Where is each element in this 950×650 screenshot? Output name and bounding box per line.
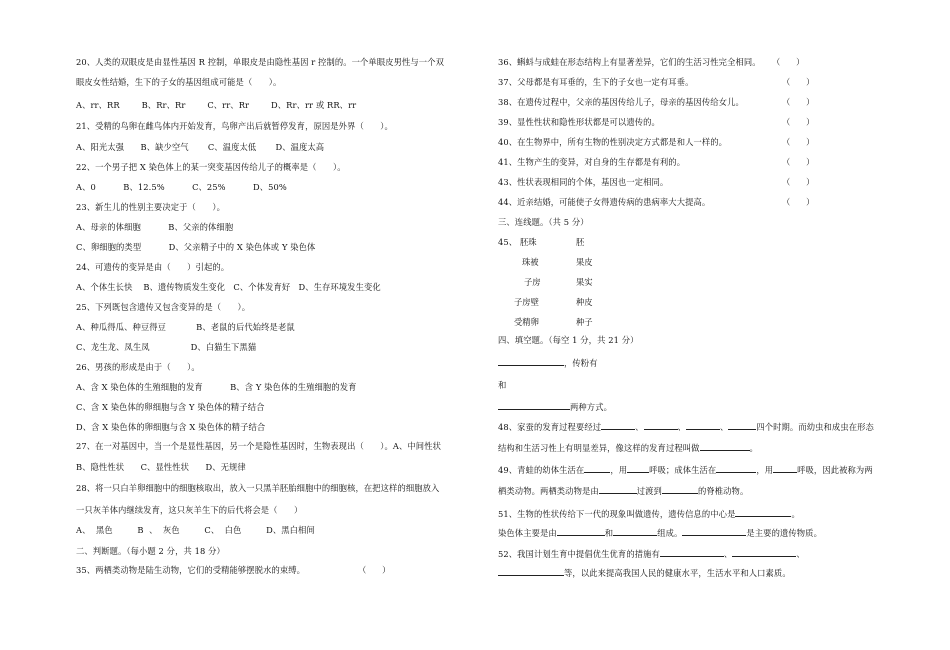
q51-text-d: 和 xyxy=(604,528,614,538)
q52-sep-1: 、 xyxy=(723,549,733,559)
q48-text-e: 四个时期。而幼虫和成虫在形态 xyxy=(756,422,874,432)
q47-blank-2[interactable] xyxy=(498,400,570,410)
q51-blank-1[interactable] xyxy=(735,507,791,517)
q48-blank-3[interactable] xyxy=(686,420,720,430)
q49-text-e: 呼吸，因此被称为两 xyxy=(797,465,873,475)
q48-blank-4[interactable] xyxy=(728,420,756,430)
section-fill-heading: 四、填空题。（每空 1 分，共 21 分） xyxy=(498,335,639,345)
q49-text-a: 49、青蛙的幼体生活在 xyxy=(498,465,585,475)
q22-stem: 22、一个男子把 X 染色体上的某一突变基因传给儿子的概率是（ ）。 xyxy=(76,162,346,172)
q21-stem: 21、受精的鸟卵在雌鸟体内开始发育，鸟卵产出后就暂停发育，原因是外界（ ）。 xyxy=(76,121,393,131)
judgement-statement: 41、生物产生的变异，对自身的生存都是有利的。 xyxy=(498,157,686,167)
q49-text-d: ，用 xyxy=(756,465,774,475)
q23-option-line1: A、母亲的体细胞 B、父亲的体细胞 xyxy=(76,222,234,232)
left-column xyxy=(0,0,444,650)
section-matching-heading: 三、连线题。（共 5 分） xyxy=(498,217,589,227)
q52-text-b: 等，以此来提高我国人民的健康水平，生活水平和人口素质。 xyxy=(564,568,791,578)
q24-options: A、个体生长快 B、遗传物质发生变化 C、个体发育好 D、生存环境发生变化 xyxy=(76,282,381,292)
judgement-statement: 39、显性性状和隐性形状都是可以遗传的。 xyxy=(498,117,660,127)
judgement-answer-paren[interactable]: （ ） xyxy=(782,97,815,107)
section-judgement-heading: 二、判断题。（每小题 2 分，共 18 分） xyxy=(76,546,225,556)
q51-text-a: 51、生物的性状传给下一代的现象叫做遗传，遗传信息的中心是 xyxy=(498,509,736,519)
judgement-statement: 36、蝌蚪与成蛙在形态结构上有显著差异，它们的生活习性完全相同。 xyxy=(498,57,761,67)
q45-number: 45、 xyxy=(498,237,518,247)
q48-blank-2[interactable] xyxy=(644,420,678,430)
q49-text-b: ，用 xyxy=(610,465,628,475)
q26-option-line1: A、含 X 染色体的生殖细胞的发育 B、含 Y 染色体的生殖细胞的发育 xyxy=(76,382,357,392)
q26-option-line2: C、含 X 染色体的卵细胞与含 Y 染色体的精子结合 xyxy=(76,402,265,412)
q49-text-f: 栖类动物。两栖类动物是由 xyxy=(498,486,599,496)
q49-blank-2[interactable] xyxy=(627,463,649,473)
q52-blank-2[interactable] xyxy=(732,547,796,557)
q51-blank-4[interactable] xyxy=(682,526,746,536)
q20-line1: 20、人类的双眼皮是由显性基因 R 控制，单眼皮是由隐性基因 r 控制的。一个单眼皮男性与一个双 xyxy=(76,57,444,67)
judgement-statement: 37、父母都是有耳垂的，生下的子女也一定有耳垂。 xyxy=(498,77,694,87)
right-column xyxy=(480,0,950,650)
q24-stem: 24、可遗传的变异是由（ ）引起的。 xyxy=(76,262,230,272)
q51-blank-2[interactable] xyxy=(557,526,605,536)
q48-line1 xyxy=(498,420,874,433)
judgement-answer-paren[interactable]: （ ） xyxy=(782,197,815,207)
q28-line2: 一只灰羊体内继续发育，这只灰羊生下的后代将会是（ ） xyxy=(76,505,303,515)
judgement-answer-paren[interactable]: （ ） xyxy=(782,117,815,127)
q52-line2 xyxy=(498,566,791,579)
q25-stem: 25、下列既包含遗传又包含变异的是（ ）。 xyxy=(76,302,251,312)
judgement-answer-paren[interactable]: （ ） xyxy=(782,157,815,167)
q52-line1 xyxy=(498,547,805,560)
judgement-answer-paren[interactable]: （ ） xyxy=(782,137,815,147)
q48-sep-1: 、 xyxy=(635,422,644,432)
q48-period: 。 xyxy=(749,443,758,453)
match-right-item[interactable]: 种皮 xyxy=(576,297,593,307)
q47-line3 xyxy=(498,400,612,413)
q49-text-g: 过渡到 xyxy=(636,486,662,496)
q28-options: A、 黑色 B 、 灰色 C、 白色 D、黑白相间 xyxy=(76,525,315,535)
q48-text-a: 48、家蚕的发育过程要经过 xyxy=(498,422,602,432)
match-left-item[interactable]: 子房 xyxy=(524,277,541,287)
q23-stem: 23、新生儿的性别主要决定于（ ）。 xyxy=(76,202,225,212)
match-right-item[interactable]: 种子 xyxy=(576,317,593,327)
judgement-answer-paren[interactable]: （ ） xyxy=(782,77,815,87)
judgement-statement: 44、近亲结婚，可能使子女得遗传病的患病率大大提高。 xyxy=(498,197,711,207)
q25-option-line2: C、龙生龙、凤生凤 D、白猫生下黑猫 xyxy=(76,342,257,352)
judgement-answer-paren[interactable]: （ ） xyxy=(782,177,815,187)
q22-options: A、0 B、12.5% C、25% D、50% xyxy=(76,182,287,192)
q47-line1 xyxy=(498,356,598,369)
q49-blank-3[interactable] xyxy=(716,463,756,473)
q48-sep-2: 、 xyxy=(677,422,686,432)
q21-options: A、阳光太强 B、缺少空气 C、温度太低 D、温度太高 xyxy=(76,142,325,152)
q52-text-a: 52、我国计划生育中提倡优生优育的措施有 xyxy=(498,549,660,559)
judgement-statement: 40、在生物界中，所有生物的性别决定方式都是和人一样的。 xyxy=(498,137,728,147)
q51-line2 xyxy=(498,526,822,539)
match-left-item[interactable]: 胚珠 xyxy=(520,237,537,247)
q35-answer-paren[interactable]: （ ） xyxy=(358,565,391,575)
judgement-statement: 38、在遗传过程中，父亲的基因传给儿子，母亲的基因传给女儿。 xyxy=(498,97,744,107)
q52-sep-2: 、 xyxy=(796,549,805,559)
q51-text-f: 是主要的遗传物质。 xyxy=(746,528,822,538)
q49-text-h: 的脊椎动物。 xyxy=(697,486,749,496)
q51-blank-3[interactable] xyxy=(613,526,657,536)
q51-text-e: 组成。 xyxy=(657,528,683,538)
q47-line2: 和 xyxy=(498,380,507,390)
q49-text-c: 呼吸；成体生活在 xyxy=(649,465,717,475)
q23-option-line2: C、卵细胞的类型 D、父亲精子中的 X 染色体或 Y 染色体 xyxy=(76,242,316,252)
match-left-item[interactable]: 珠被 xyxy=(522,257,539,267)
match-right-item[interactable]: 胚 xyxy=(576,237,585,247)
q27-options: B、隐性性状 C、显性性状 D、无规律 xyxy=(76,462,246,472)
q49-blank-6[interactable] xyxy=(662,484,698,494)
q48-sep-3: 、 xyxy=(719,422,729,432)
q52-blank-1[interactable] xyxy=(660,547,724,557)
q20-line2: 眼皮女性结婚，生下的子女的基因组成可能是（ ）。 xyxy=(76,77,282,87)
q51-text-c: 染色体主要是由 xyxy=(498,528,557,538)
q35-statement: 35、两栖类动物是陆生动物，它们的受精能够摆脱水的束缚。 xyxy=(76,565,306,575)
q28-line1: 28、将一只白羊卵细胞中的细胞核取出，放入一只黑羊胚胎细胞中的细胞核，在把这样的细胞放入 xyxy=(76,483,440,493)
q47-blank-1[interactable] xyxy=(498,356,564,366)
q49-line2 xyxy=(498,484,748,497)
match-left-item[interactable]: 受精卵 xyxy=(514,317,539,327)
q27-stem: 27、在一对基因中，当一个是显性基因，另一个是隐性基因时，生物表现出（ ）。A、中间性状 xyxy=(76,441,442,451)
q26-option-line3: D、含 X 染色体的卵细胞与含 X 染色体的精子结合 xyxy=(76,422,266,432)
q20-options: A、rr、RR B、Rr、Rr C、rr、Rr D、Rr、rr 或 RR、rr xyxy=(76,100,357,110)
q25-option-line1: A、种瓜得瓜、种豆得豆 B、老鼠的后代始终是老鼠 xyxy=(76,322,295,332)
q48-text-f: 结构和生活习性上有明显差异，像这样的发育过程叫做 xyxy=(498,443,700,453)
q49-blank-4[interactable] xyxy=(773,463,797,473)
q48-blank-1[interactable] xyxy=(601,420,635,430)
q49-blank-1[interactable] xyxy=(584,463,610,473)
q48-line2 xyxy=(498,441,758,454)
match-left-item[interactable]: 子房壁 xyxy=(514,297,539,307)
q49-line1 xyxy=(498,463,873,476)
q51-line1 xyxy=(498,507,800,520)
q49-blank-5[interactable] xyxy=(599,484,637,494)
q47-text-c: 两种方式。 xyxy=(570,402,612,412)
q47-text-b: ，传粉有 xyxy=(564,358,598,368)
q52-blank-3[interactable] xyxy=(498,566,564,576)
match-right-item[interactable]: 果皮 xyxy=(576,257,593,267)
judgement-answer-paren[interactable]: （ ） xyxy=(772,57,805,67)
match-right-item[interactable]: 果实 xyxy=(576,277,593,287)
q26-stem: 26、男孩的形成是由于（ ）。 xyxy=(76,362,200,372)
q48-blank-5[interactable] xyxy=(700,441,750,451)
judgement-statement: 43、性状表现相同的个体，基因也一定相同。 xyxy=(498,177,669,187)
q51-text-b: 。 xyxy=(791,509,800,519)
